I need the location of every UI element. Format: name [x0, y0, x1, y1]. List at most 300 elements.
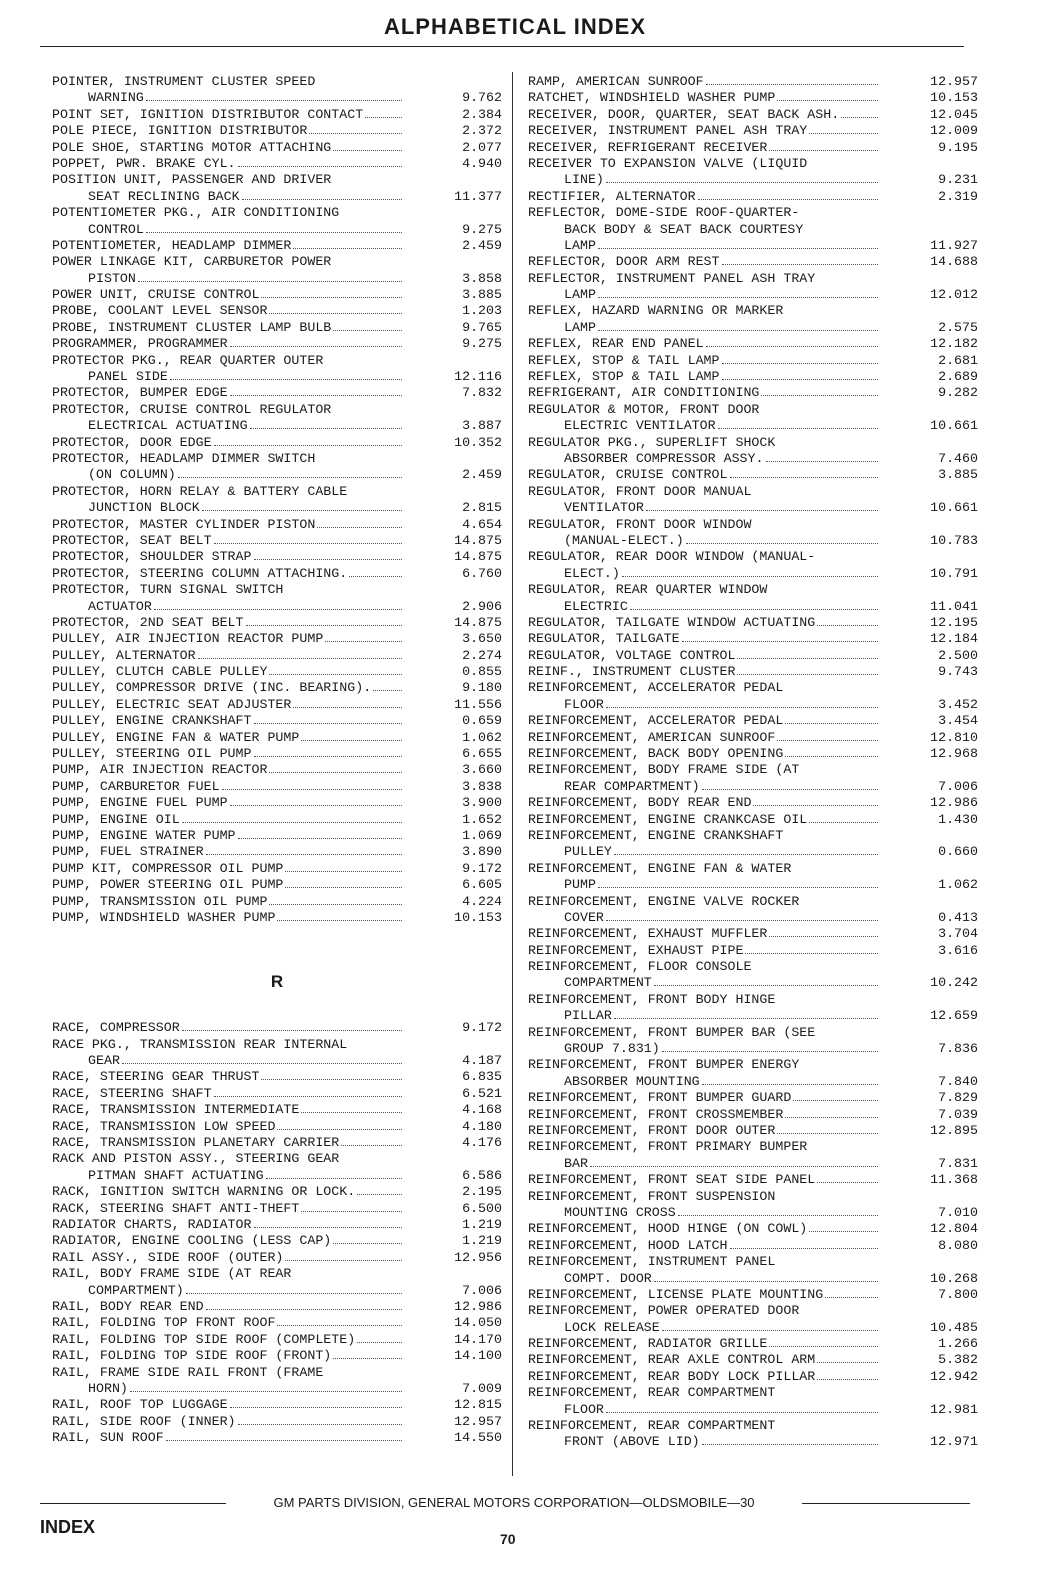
entry-line [52, 74, 502, 90]
dot-leader [130, 1391, 402, 1392]
reference-number: 4.168 [462, 1102, 502, 1118]
dot-leader [745, 953, 878, 954]
entry-line [528, 1287, 978, 1303]
reference-number: 9.275 [462, 336, 502, 352]
index-entry [52, 812, 502, 828]
entry-continuation-line [528, 599, 978, 615]
index-list-right [528, 74, 978, 1451]
entry-text: ELECTRIC VENTILATOR [564, 418, 716, 434]
entry-line [528, 1336, 978, 1352]
entry-text: REGULATOR, REAR QUARTER WINDOW [528, 582, 768, 598]
entry-text: POLE PIECE, IGNITION DISTRIBUTOR [52, 123, 308, 139]
entry-text: REINF., INSTRUMENT CLUSTER [528, 664, 736, 680]
entry-continuation-line [52, 1053, 502, 1069]
dot-leader [606, 182, 878, 183]
entry-text: REINFORCEMENT, REAR BODY LOCK PILLAR [528, 1368, 816, 1384]
entry-line [52, 1315, 502, 1331]
entry-text: PROBE, INSTRUMENT CLUSTER LAMP BULB [52, 319, 332, 335]
dot-leader [702, 789, 878, 790]
entry-text: LAMP [564, 287, 596, 303]
entry-text: (ON COLUMN) [88, 467, 176, 483]
index-entry [528, 894, 978, 927]
reference-number: 3.838 [462, 778, 502, 794]
entry-continuation-line [52, 1168, 502, 1184]
index-entry [528, 1025, 978, 1058]
dot-leader [357, 1342, 402, 1343]
entry-text: ELECT.) [564, 565, 620, 581]
reference-number: 12.986 [454, 1298, 502, 1314]
index-entry [52, 861, 502, 877]
entry-text: REINFORCEMENT, BACK BODY OPENING [528, 746, 784, 762]
index-entry [528, 1221, 978, 1237]
dot-leader [254, 1227, 403, 1228]
entry-line [52, 402, 502, 418]
entry-continuation-line [528, 1156, 978, 1172]
reference-number: 14.100 [454, 1348, 502, 1364]
reference-number: 2.906 [462, 598, 502, 614]
entry-text: REFRIGERANT, AIR CONDITIONING [528, 385, 760, 401]
index-entry [52, 762, 502, 778]
index-entry [52, 844, 502, 860]
reference-number: 12.815 [454, 1397, 502, 1413]
dot-leader [809, 133, 878, 134]
entry-text: RAIL, FOLDING TOP SIDE ROOF (COMPLETE) [52, 1331, 356, 1347]
entry-continuation-line [528, 222, 978, 238]
entry-text: REINFORCEMENT, ENGINE FAN & WATER [528, 860, 792, 876]
entry-line [52, 287, 502, 303]
entry-line [528, 631, 978, 647]
dot-leader [753, 805, 878, 806]
index-entry [528, 795, 978, 811]
reference-number: 7.006 [938, 778, 978, 794]
entry-text: REINFORCEMENT, ACCELERATOR PEDAL [528, 713, 784, 729]
entry-text: REGULATOR, FRONT DOOR MANUAL [528, 483, 752, 499]
dot-leader [230, 805, 402, 806]
entry-line [52, 1086, 502, 1102]
entry-text: REINFORCEMENT, FRONT CROSSMEMBER [528, 1106, 784, 1122]
reference-number: 2.500 [938, 647, 978, 663]
dot-leader [630, 609, 878, 610]
index-entry [528, 582, 978, 615]
entry-text: POWER LINKAGE KIT, CARBURETOR POWER [52, 254, 332, 270]
dot-leader [817, 625, 878, 626]
entry-line [528, 1221, 978, 1237]
index-entry [528, 336, 978, 352]
dot-leader [590, 1166, 878, 1167]
dot-leader [166, 1440, 402, 1441]
dot-leader [730, 477, 879, 478]
entry-text: REINFORCEMENT, RADIATOR GRILLE [528, 1336, 768, 1352]
entry-text: RAIL, FOLDING TOP FRONT ROOF [52, 1315, 276, 1331]
dot-leader [373, 690, 402, 691]
reference-number: 9.282 [938, 385, 978, 401]
entry-line [528, 1025, 978, 1041]
index-entry [52, 746, 502, 762]
entry-line [528, 926, 978, 942]
index-entry [52, 402, 502, 435]
entry-text: REINFORCEMENT, FRONT BUMPER GUARD [528, 1090, 792, 1106]
reference-number: 7.006 [462, 1282, 502, 1298]
entry-line [528, 582, 978, 598]
dot-leader [230, 1407, 402, 1408]
dot-leader [178, 477, 402, 478]
index-entry [528, 1057, 978, 1090]
dot-leader [202, 510, 402, 511]
reference-number: 2.195 [462, 1184, 502, 1200]
reference-number: 11.368 [930, 1172, 978, 1188]
entry-text: REINFORCEMENT, ACCELERATOR PEDAL [528, 680, 784, 696]
reference-number: 4.176 [462, 1135, 502, 1151]
entry-line [52, 1102, 502, 1118]
right-column [528, 74, 978, 1451]
dot-leader [809, 822, 878, 823]
index-entry [52, 877, 502, 893]
reference-number: 3.885 [938, 467, 978, 483]
dot-leader [269, 674, 402, 675]
entry-text: REINFORCEMENT, FLOOR CONSOLE [528, 959, 752, 975]
dot-leader [769, 936, 878, 937]
index-entry [52, 1414, 502, 1430]
entry-text: PULLEY, ELECTRIC SEAT ADJUSTER [52, 696, 292, 712]
entry-text: PROTECTOR, STEERING COLUMN ATTACHING. [52, 565, 348, 581]
entry-line [528, 402, 978, 418]
index-entry [52, 140, 502, 156]
dot-leader [365, 117, 402, 118]
entry-text: POTENTIOMETER, HEADLAMP DIMMER [52, 237, 292, 253]
reference-number: 10.783 [930, 532, 978, 548]
index-entry [52, 1020, 502, 1036]
entry-line [52, 746, 502, 762]
entry-text: PULLEY, ENGINE FAN & WATER PUMP [52, 729, 300, 745]
index-entry [528, 615, 978, 631]
index-entry [528, 123, 978, 139]
entry-line [52, 205, 502, 221]
dot-leader [682, 641, 878, 642]
entry-line [528, 1172, 978, 1188]
reference-number: 2.274 [462, 647, 502, 663]
dot-leader [817, 1379, 878, 1380]
index-entry [528, 812, 978, 828]
dot-leader [809, 1231, 878, 1232]
entry-continuation-line [528, 1205, 978, 1221]
reference-number: 2.372 [462, 123, 502, 139]
reference-number: 1.203 [462, 303, 502, 319]
reference-number: 4.940 [462, 155, 502, 171]
entry-text: LAMP [564, 319, 596, 335]
entry-text: BACK BODY & SEAT BACK COURTESY [564, 221, 804, 237]
footer-publisher: GM PARTS DIVISION, GENERAL MOTORS CORPORATION—OLDSMOBILE—30 [273, 1495, 755, 1510]
dot-leader [269, 313, 402, 314]
entry-text: PULLEY, ALTERNATOR [52, 647, 196, 663]
title-rule [40, 46, 964, 47]
index-entry [52, 1397, 502, 1413]
reference-number: 12.659 [930, 1008, 978, 1024]
entry-continuation-line [52, 90, 502, 106]
reference-number: 5.382 [938, 1352, 978, 1368]
entry-continuation-line [528, 779, 978, 795]
dot-leader [766, 461, 879, 462]
dot-leader [622, 576, 878, 577]
entry-continuation-line [52, 599, 502, 615]
entry-line [528, 648, 978, 664]
entry-continuation-line [52, 189, 502, 205]
entry-line [528, 467, 978, 483]
entry-text: RECTIFIER, ALTERNATOR [528, 188, 696, 204]
entry-text: REGULATOR, TAILGATE [528, 631, 680, 647]
entry-text: REINFORCEMENT, HOOD LATCH [528, 1237, 728, 1253]
entry-text: REINFORCEMENT, REAR AXLE CONTROL ARM [528, 1352, 816, 1368]
reference-number: 12.184 [930, 631, 978, 647]
entry-line [52, 123, 502, 139]
entry-text: REINFORCEMENT, HOOD HINGE (ON COWL) [528, 1221, 808, 1237]
dot-leader [777, 100, 878, 101]
entry-text: FLOOR [564, 1401, 604, 1417]
index-entry [528, 1107, 978, 1123]
reference-number: 14.170 [454, 1331, 502, 1347]
entry-text: RACK, IGNITION SWITCH WARNING OR LOCK. [52, 1184, 356, 1200]
index-entry [528, 648, 978, 664]
reference-number: 12.971 [930, 1434, 978, 1450]
index-entry [52, 517, 502, 533]
index-entry [52, 894, 502, 910]
reference-number: 9.172 [462, 1020, 502, 1036]
index-entry [528, 1369, 978, 1385]
reference-number: 9.180 [462, 680, 502, 696]
reference-number: 12.942 [930, 1368, 978, 1384]
reference-number: 14.875 [454, 614, 502, 630]
entry-text: BAR [564, 1155, 588, 1171]
entry-line [528, 156, 978, 172]
reference-number: 7.800 [938, 1286, 978, 1302]
reference-number: 2.459 [462, 237, 502, 253]
reference-number: 7.831 [938, 1155, 978, 1171]
entry-line [528, 992, 978, 1008]
entry-text: REFLEX, HAZARD WARNING OR MARKER [528, 303, 784, 319]
index-entry [528, 189, 978, 205]
entry-line [52, 680, 502, 696]
column-divider [512, 72, 513, 1476]
reference-number: 3.887 [462, 418, 502, 434]
reference-number: 7.460 [938, 450, 978, 466]
entry-text: PROTECTOR, SHOULDER STRAP [52, 549, 252, 565]
reference-number: 9.765 [462, 319, 502, 335]
reference-number: 6.521 [462, 1085, 502, 1101]
index-entry [52, 287, 502, 303]
entry-line [528, 484, 978, 500]
dot-leader [341, 1145, 402, 1146]
reference-number: 11.377 [454, 188, 502, 204]
entry-continuation-line [52, 500, 502, 516]
index-entry [52, 664, 502, 680]
entry-text: RACE, TRANSMISSION INTERMEDIATE [52, 1102, 300, 1118]
entry-line [528, 1107, 978, 1123]
reference-number: 2.384 [462, 106, 502, 122]
entry-continuation-line [528, 172, 978, 188]
entry-line [52, 1151, 502, 1167]
entry-continuation-line [528, 877, 978, 893]
entry-text: LAMP [564, 237, 596, 253]
index-entry [52, 1151, 502, 1184]
dot-leader [293, 248, 402, 249]
entry-line [52, 697, 502, 713]
dot-leader [325, 641, 402, 642]
index-entry [528, 1123, 978, 1139]
index-entry [52, 1135, 502, 1151]
entry-text: RAMP, AMERICAN SUNROOF [528, 74, 704, 89]
entry-continuation-line [528, 1320, 978, 1336]
entry-text: COVER [564, 909, 604, 925]
dot-leader [146, 232, 402, 233]
entry-text: RADIATOR CHARTS, RADIATOR [52, 1217, 252, 1232]
reference-number: 12.968 [930, 746, 978, 762]
index-entry [528, 680, 978, 713]
entry-text: CONTROL [88, 221, 144, 237]
reference-number: 11.041 [930, 598, 978, 614]
entry-text: RACK AND PISTON ASSY., STEERING GEAR [52, 1151, 340, 1167]
entry-text: PUMP, CARBURETOR FUEL [52, 778, 220, 794]
index-entry [528, 1352, 978, 1368]
dot-leader [261, 1079, 402, 1080]
page-title: ALPHABETICAL INDEX [383, 14, 647, 39]
index-entry [52, 1365, 502, 1398]
reference-number: 12.957 [454, 1413, 502, 1429]
index-entry [52, 533, 502, 549]
dot-leader [718, 428, 878, 429]
dot-leader [238, 166, 402, 167]
entry-text: PANEL SIDE [88, 369, 168, 385]
section-letter: R [270, 972, 284, 992]
entry-line [528, 828, 978, 844]
entry-line [52, 828, 502, 844]
entry-text: PROTECTOR, BUMPER EDGE [52, 385, 228, 401]
index-entry [52, 1348, 502, 1364]
entry-text: REINFORCEMENT, FRONT BODY HINGE [528, 991, 776, 1007]
index-entry [528, 90, 978, 106]
entry-text: REINFORCEMENT, ENGINE CRANKCASE OIL [528, 811, 808, 827]
index-entry [528, 1303, 978, 1336]
index-entry [528, 1189, 978, 1222]
entry-line [528, 205, 978, 221]
index-entry [528, 926, 978, 942]
entry-text: PUMP, TRANSMISSION OIL PUMP [52, 893, 268, 909]
index-entry [52, 1086, 502, 1102]
index-entry [528, 861, 978, 894]
entry-continuation-line [528, 1271, 978, 1287]
entry-text: RACE, STEERING SHAFT [52, 1085, 212, 1101]
entry-text: REINFORCEMENT, REAR COMPARTMENT [528, 1385, 776, 1401]
reference-number: 12.810 [930, 729, 978, 745]
entry-line [52, 1250, 502, 1266]
entry-line [528, 1254, 978, 1270]
entry-line [528, 762, 978, 778]
index-entry [528, 353, 978, 369]
index-entry [52, 1201, 502, 1217]
entry-text: COMPARTMENT) [88, 1282, 184, 1298]
entry-line [528, 1057, 978, 1073]
entry-text: GROUP 7.831) [564, 1041, 660, 1057]
index-entry [52, 205, 502, 238]
dot-leader [206, 1309, 402, 1310]
dot-leader [606, 920, 878, 921]
entry-continuation-line [528, 697, 978, 713]
reference-number: 9.195 [938, 139, 978, 155]
entry-text: REINFORCEMENT, ENGINE CRANKSHAFT [528, 827, 784, 843]
entry-text: RECEIVER, DOOR, QUARTER, SEAT BACK ASH. [528, 106, 840, 122]
entry-line [528, 1303, 978, 1319]
dot-leader [706, 346, 878, 347]
reference-number: 3.704 [938, 926, 978, 942]
index-entry [52, 451, 502, 484]
entry-text: REINFORCEMENT, LICENSE PLATE MOUNTING [528, 1286, 824, 1302]
reference-number: 6.655 [462, 746, 502, 762]
index-entry [52, 549, 502, 565]
index-entry [52, 1332, 502, 1348]
entry-line [52, 582, 502, 598]
index-entry [528, 1172, 978, 1188]
entry-text: HORN) [88, 1380, 128, 1396]
dot-leader [186, 1293, 402, 1294]
entry-text: RACE, COMPRESSOR [52, 1020, 180, 1036]
entry-line [528, 1369, 978, 1385]
reference-number: 2.689 [938, 369, 978, 385]
dot-leader [230, 346, 402, 347]
entry-text: POSITION UNIT, PASSENGER AND DRIVER [52, 172, 332, 188]
index-entry [528, 1090, 978, 1106]
entry-line [52, 320, 502, 336]
entry-text: PROGRAMMER, PROGRAMMER [52, 336, 228, 352]
index-entry [52, 1184, 502, 1200]
entry-line [52, 353, 502, 369]
footer-rule-right [802, 1503, 970, 1504]
footer-rule-left [40, 1503, 226, 1504]
dot-leader [138, 281, 402, 282]
entry-line [52, 1135, 502, 1151]
entry-text: MOUNTING CROSS [564, 1204, 676, 1220]
entry-continuation-line [528, 844, 978, 860]
index-entry [528, 762, 978, 795]
index-entry [528, 303, 978, 336]
entry-continuation-line [528, 1041, 978, 1057]
entry-line [52, 435, 502, 451]
entry-line [528, 680, 978, 696]
entry-line [528, 123, 978, 139]
entry-text: REFLEX, REAR END PANEL [528, 336, 704, 352]
entry-line [52, 484, 502, 500]
index-entry [52, 582, 502, 615]
left-column [52, 74, 502, 1446]
reference-number: 2.681 [938, 352, 978, 368]
entry-line [52, 1397, 502, 1413]
reference-number: 1.069 [462, 827, 502, 843]
reference-number: 14.875 [454, 549, 502, 565]
entry-continuation-line [528, 910, 978, 926]
entry-text: REFLECTOR, DOME-SIDE ROOF-QUARTER- [528, 205, 800, 221]
dot-leader [182, 1030, 402, 1031]
dot-leader [606, 707, 878, 708]
reference-number: 4.187 [462, 1053, 502, 1069]
entry-line [52, 336, 502, 352]
entry-line [528, 189, 978, 205]
dot-leader [230, 395, 402, 396]
entry-line [52, 631, 502, 647]
entry-text: REINFORCEMENT, AMERICAN SUNROOF [528, 729, 776, 745]
dot-leader [769, 150, 878, 151]
entry-text: PUMP, FUEL STRAINER [52, 844, 204, 860]
index-entry [528, 484, 978, 517]
reference-number: 12.956 [454, 1249, 502, 1265]
reference-number: 4.180 [462, 1118, 502, 1134]
reference-number: 10.153 [454, 909, 502, 925]
